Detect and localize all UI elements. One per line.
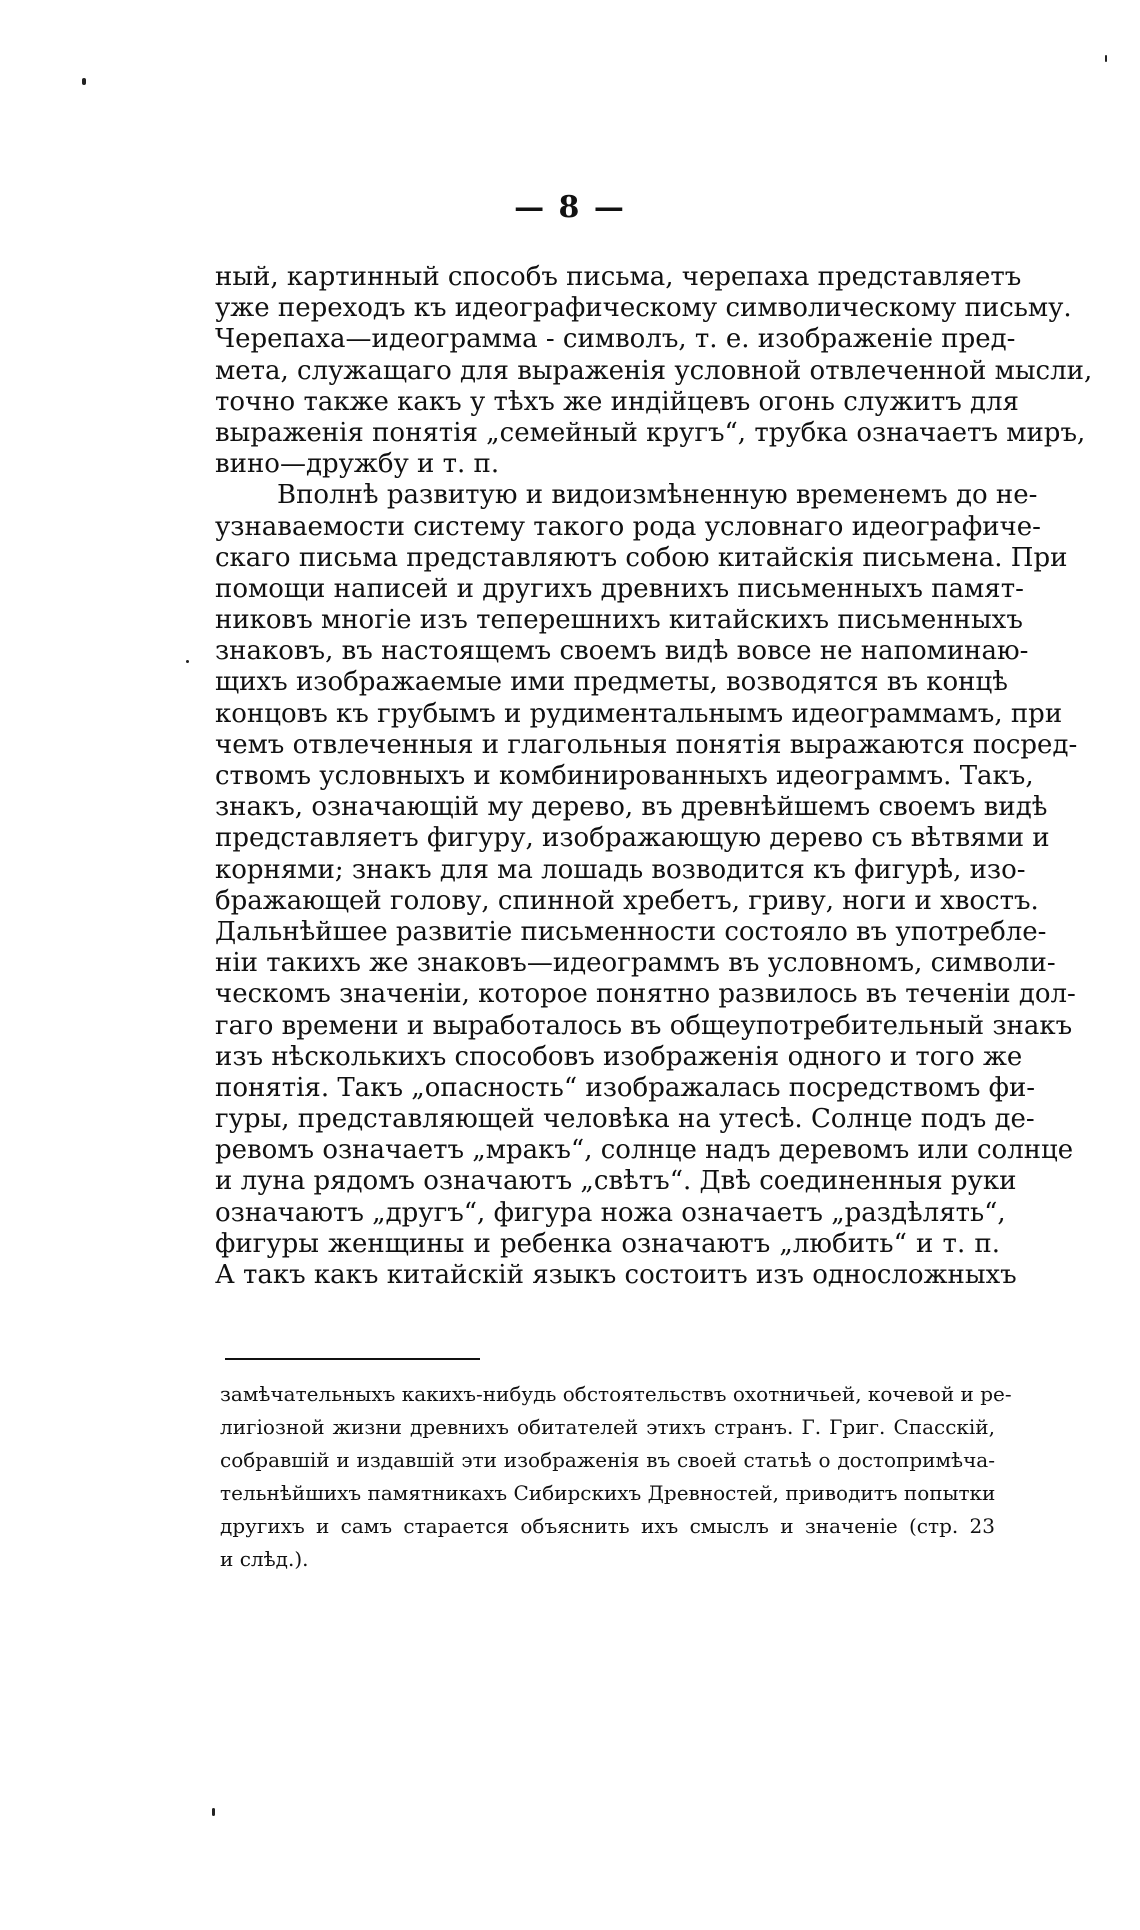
text-line: Вполнѣ развитую и видоизмѣненную временемъ до не- — [277, 480, 1038, 511]
text-line: концовъ къ грубымъ и рудиментальнымъ идеограммамъ, при — [215, 698, 1063, 729]
text-line: ніи такихъ же знаковъ—идеограммъ въ условномъ, символи- — [215, 948, 1056, 979]
footnote-line: лигіозной жизни древнихъ обитателей этихъ странъ. Г. Григ. Спасскій, — [220, 1415, 995, 1439]
text-line: точно также какъ у тѣхъ же индійцевъ огонь служитъ для — [215, 386, 1019, 417]
text-line: А такъ какъ китайскій языкъ состоитъ изъ односложныхъ — [215, 1260, 1017, 1290]
footnote-line: собравшій и издавшій эти изображенія въ своей статьѣ о достопримѣча- — [220, 1448, 995, 1472]
text-line: узнаваемости систему такого рода условнаго идеографиче- — [215, 511, 1041, 542]
footnote-line: тельнѣйшихъ памятникахъ Сибирскихъ Древностей, приводитъ попытки — [220, 1481, 996, 1505]
text-line: бражающей голову, спинной хребетъ, гриву, ноги и хвостъ. — [215, 885, 1039, 916]
footnote-line: и слѣд.). — [220, 1547, 309, 1571]
text-line: понятія. Такъ „опасность“ изображалась посредствомъ фи- — [215, 1072, 1036, 1103]
text-line: означаютъ „другъ“, фигура ножа означаетъ „раздѣлять“, — [215, 1197, 1006, 1228]
text-line: представляетъ фигуру, изображающую дерево съ вѣтвями и — [215, 823, 1050, 854]
text-line: скаго письма представляютъ собою китайскія письмена. При — [215, 542, 1068, 573]
text-line: помощи написей и другихъ древнихъ письменныхъ памят- — [215, 573, 1024, 604]
text-line: знаковъ, въ настоящемъ своемъ видѣ вовсе не напоминаю- — [215, 636, 1029, 667]
text-line: и луна рядомъ означаютъ „свѣтъ“. Двѣ соединенныя руки — [215, 1166, 1017, 1197]
text-line: фигуры женщины и ребенка означаютъ „любить“ и т. п. — [215, 1228, 1000, 1259]
text-line: вино—дружбу и т. п. — [215, 449, 500, 480]
scan-speck — [82, 78, 86, 85]
footnote-line: другихъ и самъ старается объяснить ихъ смыслъ и значеніе (стр. 23 — [220, 1514, 995, 1538]
text-line: ческомъ значеніи, которое понятно развилось въ теченіи дол- — [215, 979, 1076, 1010]
footnote — [220, 1378, 1012, 1576]
footnote-divider — [225, 1358, 480, 1360]
text-line: ный, картинный способъ письма, черепаха представляетъ — [215, 262, 1022, 292]
scan-speck — [186, 660, 189, 663]
page-number: — 8 — — [514, 190, 626, 225]
text-line: ствомъ условныхъ и комбинированныхъ идеограммъ. Такъ, — [215, 761, 1034, 791]
text-line: мета, служащаго для выраженія условной отвлеченной мысли, — [215, 355, 1093, 386]
text-line: знакъ, означающій му дерево, въ древнѣйшемъ своемъ видѣ — [215, 792, 1048, 823]
text-line: никовъ многіе изъ теперешнихъ китайскихъ письменныхъ — [215, 605, 1023, 636]
text-line: чемъ отвлеченныя и глагольныя понятія выражаются посред- — [215, 729, 1078, 760]
text-line: уже переходъ къ идеографическому символическому письму. — [215, 293, 1072, 324]
text-line: изъ нѣсколькихъ способовъ изображенія одного и того же — [215, 1041, 1023, 1072]
main-text — [215, 262, 1093, 1291]
text-line: щихъ изображаемые ими предметы, возводятся въ концѣ — [215, 667, 1008, 698]
text-line: Черепаха—идеограмма - символъ, т. е. изображеніе пред- — [215, 324, 1016, 355]
scan-speck — [212, 1808, 215, 1816]
text-line: гаго времени и выработалось въ общеупотребительный знакъ — [215, 1010, 1073, 1041]
text-line: гуры, представляющей человѣка на утесѣ. Солнце подъ де- — [215, 1104, 1035, 1135]
footnote-line: замѣчательныхъ какихъ-нибудь обстоятельствъ охотничьей, кочевой и ре- — [220, 1382, 1012, 1406]
text-line: ревомъ означаетъ „мракъ“, солнце надъ деревомъ или солнце — [215, 1135, 1074, 1166]
text-line: Дальнѣйшее развитіе письменности состояло въ употребле- — [215, 916, 1047, 947]
text-line: выраженія понятія „семейный кругъ“, трубка означаетъ миръ, — [215, 417, 1086, 448]
scan-speck — [1105, 55, 1107, 62]
text-line: корнями; знакъ для ма лошадь возводится къ фигурѣ, изо- — [215, 854, 1026, 885]
